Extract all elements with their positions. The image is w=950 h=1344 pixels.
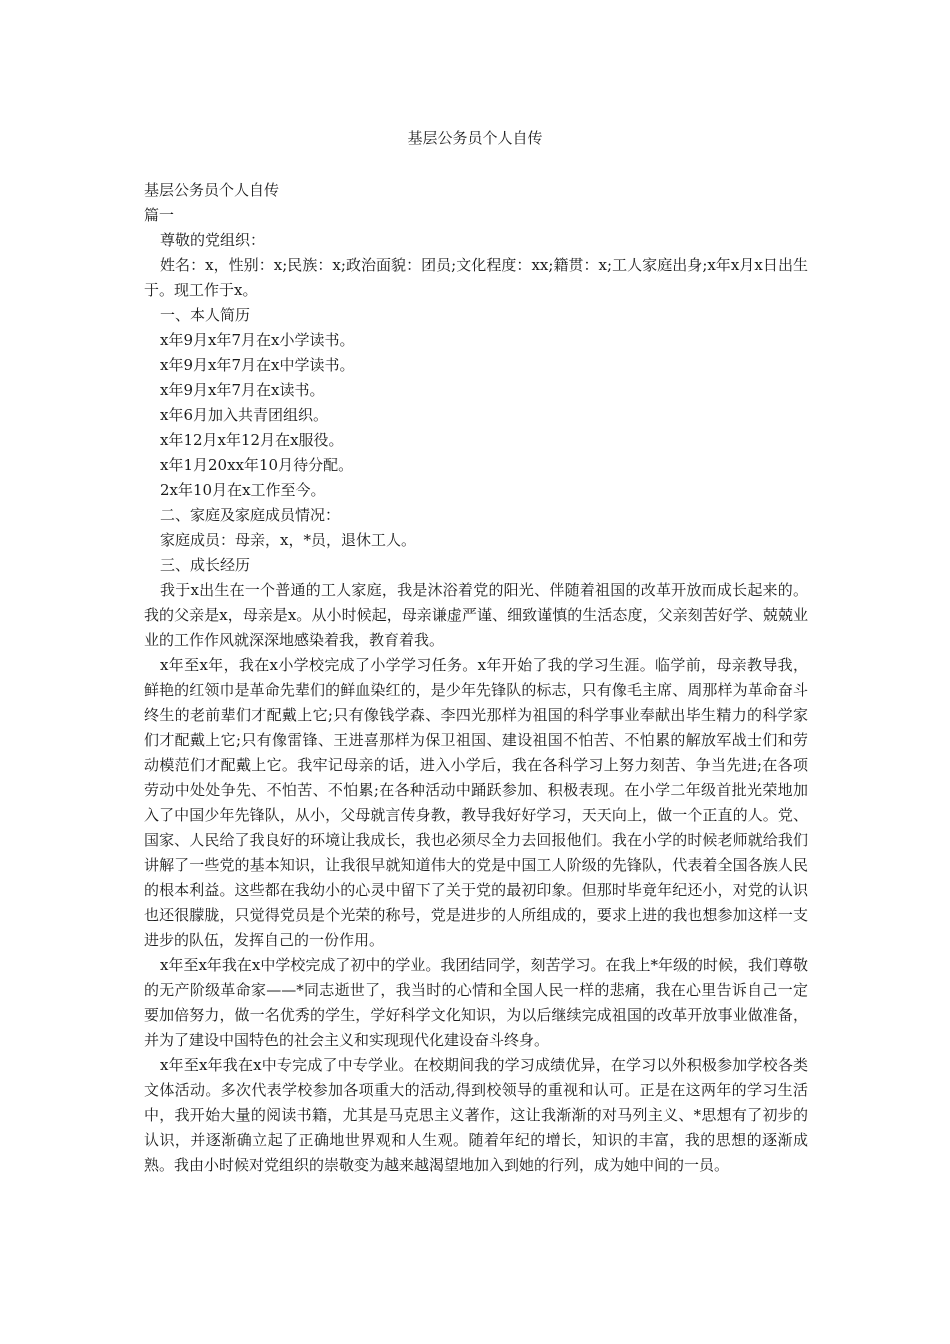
paragraph-growth-3: x年至x年我在x中学校完成了初中的学业。我团结同学，刻苦学习。在我上*年级的时候，我们尊敬的无产阶级革命家——*同志逝世了，我当时的心情和全国人民一样的悲痛，我在心里告诉自己一定要加倍努力，做一名优秀的学生，学好科学文化知识，为以后继续完成祖国的改革开放事业做准备，并为了建设中国特色的社会主义和实现现代化建设奋斗终身。 <box>144 956 808 1049</box>
resume-item: x年6月加入共青团组织。 <box>160 406 329 424</box>
paragraph-growth-1: 我于x出生在一个普通的工人家庭，我是沐浴着党的阳光、伴随着祖国的改革开放而成长起来的。我的父亲是x，母亲是x。从小时候起，母亲谦虚严谨、细致谨慎的生活态度，父亲刻苦好学、兢兢业业的工作作风就深深地感染着我，教育着我。 <box>144 581 808 649</box>
resume-item: x年9月x年7月在x小学读书。 <box>160 331 355 349</box>
resume-item: x年9月x年7月在x中学读书。 <box>160 356 355 374</box>
document-title: 基层公务员个人自传 <box>407 129 543 147</box>
section-label: 篇一 <box>144 206 175 224</box>
resume-item: 2x年10月在x工作至今。 <box>160 481 326 499</box>
resume-item: x年9月x年7月在x读书。 <box>160 381 325 399</box>
resume-item: x年12月x年12月在x服役。 <box>160 431 344 449</box>
paragraph-personal-info: 姓名：x，性别：x;民族：x;政治面貌：团员;文化程度：xx;籍贯：x;工人家庭出身;x年x月x日出生于。现工作于x。 <box>144 256 808 299</box>
heading-resume: 一、本人简历 <box>160 306 251 324</box>
heading-family: 二、家庭及家庭成员情况： <box>160 506 341 524</box>
body-subtitle: 基层公务员个人自传 <box>144 181 280 199</box>
family-members: 家庭成员：母亲，x，*员，退休工人。 <box>160 531 416 549</box>
paragraph-growth-4: x年至x年我在x中专完成了中专学业。在校期间我的学习成绩优异，在学习以外积极参加学校各类文体活动。多次代表学校参加各项重大的活动,得到校领导的重视和认可。正是在这两年的学习生活中，我开始大量的阅读书籍，尤其是马克思主义著作，这让我渐渐的对马列主义、*思想有了初步的认识，并逐渐确立起了正确地世界观和人生观。随着年纪的增长，知识的丰富，我的思想的逐渐成熟。我由小时候对党组织的崇敬变为越来越渴望地加入到她的行列，成为她中间的一员。 <box>144 1056 808 1174</box>
salutation: 尊敬的党组织： <box>160 231 266 249</box>
resume-item: x年1月20xx年10月待分配。 <box>160 456 354 474</box>
paragraph-growth-2: x年至x年，我在x小学校完成了小学学习任务。x年开始了我的学习生涯。临学前，母亲教导我，鲜艳的红领巾是革命先辈们的鲜血染红的，是少年先锋队的标志，只有像毛主席、周那样为革命奋斗终生的老前辈们才配戴上它;只有像钱学森、李四光那样为祖国的科学事业奉献出毕生精力的科学家们才配戴上它;只有像雷锋、王进喜那样为保卫祖国、建设祖国不怕苦、不怕累的解放军战士们和劳动模范们才配戴上它。我牢记母亲的话，进入小学后，我在各科学习上努力刻苦、争当先进;在各项劳动中处处争先、不怕苦、不怕累;在各种活动中踊跃参加、积极表现。在小学二年级首批光荣地加入了中国少年先锋队，从小，父母就言传身教，教导我好好学习，天天向上，做一个正直的人。党、国家、人民给了我良好的环境让我成长，我也必须尽全力去回报他们。我在小学的时候老师就给我们讲解了一些党的基本知识，让我很早就知道伟大的党是中国工人阶级的先锋队，代表着全国各族人民的根本利益。这些都在我幼小的心灵中留下了关于党的最初印象。但那时毕竟年纪还小，对党的认识也还很朦胧，只觉得党员是个光荣的称号，党是进步的人所组成的，要求上进的我也想参加这样一支进步的队伍，发挥自己的一份作用。 <box>144 656 808 949</box>
heading-growth: 三、成长经历 <box>160 556 251 574</box>
document-body <box>144 178 808 1178</box>
